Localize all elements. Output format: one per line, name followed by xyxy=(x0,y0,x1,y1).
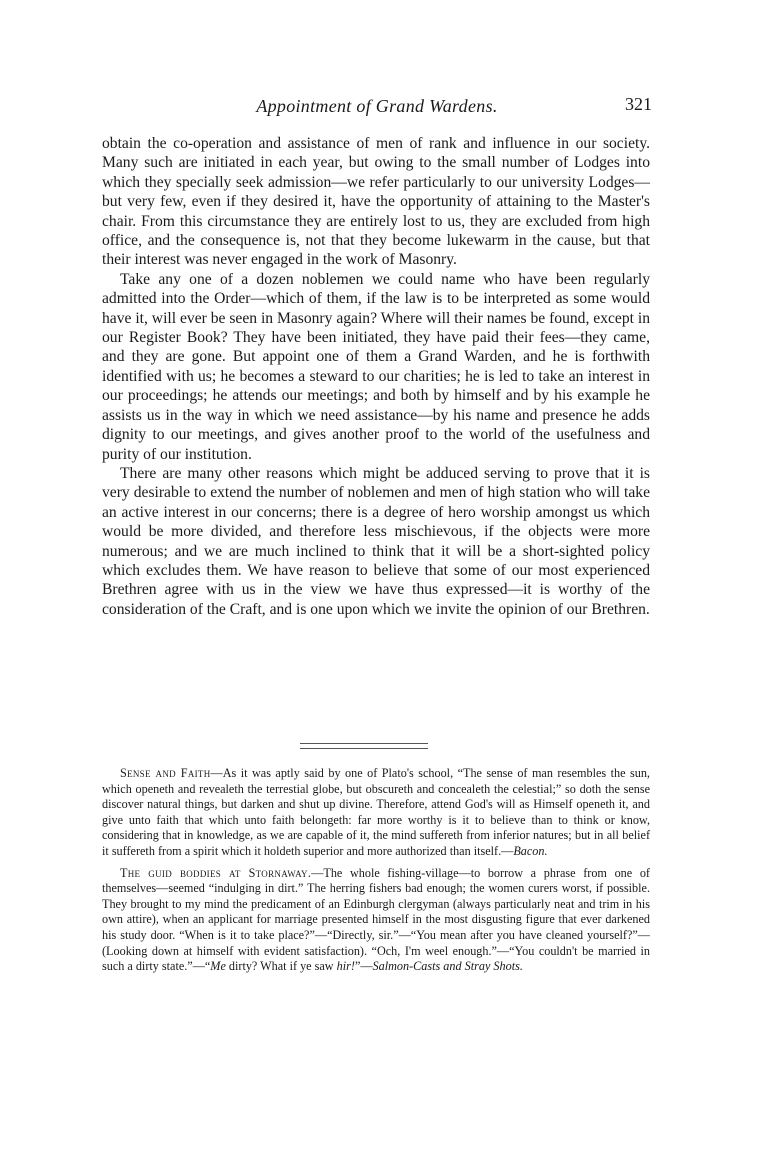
note-2-hir: hir! xyxy=(336,959,355,974)
page-number: 321 xyxy=(625,94,652,114)
note-stornaway xyxy=(102,866,650,975)
note-1-source: Bacon. xyxy=(513,843,548,858)
running-title: Appointment of Grand Wardens. xyxy=(256,96,498,116)
note-2-text-b: dirty? What if ye saw xyxy=(225,959,337,974)
paragraph-1: obtain the co-operation and assistance of men of rank and influence in our society. Many such are initiated in each year, but owing to the small number of Lodges into which they specially seek admission—we refer particularly to our university Lodges—but very few, even if they desired it, have the opportunity of attaining to the Master's chair. From this circumstance they are entirely lost to us, they are excluded from high office, and the consequence is, not that they become lukewarm in the cause, but that their interest was never engaged in the work of Masonry. xyxy=(102,135,650,269)
note-1-text: —As it was aptly said by one of Plato's school, “The sense of man resembles the sun, which openeth and revealeth the terrestial globe, but obscureth and concealeth the celestial;” so doth the sense discover natural things, but darken and shut up divine. Therefore, attend God's will as Himself openeth it, and give unto faith that which unto faith belongeth: far more worthy is it to believe than to think or know, considering that in knowledge, as we are capable of it, the mind suffereth from inferior natures; but in all belief it suffereth from a spirit which it holdeth superior and more authorized than itself.— xyxy=(102,766,650,858)
main-article-text xyxy=(102,134,650,619)
note-2-source: Salmon-Casts and Stray Shots. xyxy=(372,959,523,974)
note-2-me: Me xyxy=(210,959,226,974)
page-header xyxy=(102,96,652,124)
section-divider xyxy=(300,743,428,749)
paragraph-3: There are many other reasons which might be adduced serving to prove that it is very desirable to extend the number of noblemen and men of high station who will take an active interest in our concerns; there is a degree of hero worship amongst us which would be more divided, and therefore less mischievous, if the objects were more numerous; and we are much inclined to think that it will be a short-sighted policy which excludes them. We have reason to believe that some of our most experienced Brethren agree with us in the view we have thus expressed—it is worthy of the consideration of the Craft, and is one upon which we invite the opinion of our Brethren. xyxy=(102,464,650,618)
note-2-text-c: ”— xyxy=(354,959,373,974)
note-1-heading: Sense and Faith xyxy=(120,766,211,780)
note-2-text-a: —The whole fishing-village—to borrow a phrase from one of themselves—seemed “indulging in dirt.” The herring fishers bad enough; the women curers worst, if possible. They brought to my mind the predicament of an Edinburgh clergyman (always particularly neat and trim in his own attire), when an applicant for marriage presented himself in the most disgusting figure that ever darkened his study door. “When is it to take place?”—“Directly, sir.”—“You mean after you have cleaned yourself?”—(Looking down at himself with evident satisfaction). “Och, I'm weel enough.”—“You couldn't be married in such a dirty state.”—“ xyxy=(102,865,650,974)
note-2-heading: The guid boddies at Stornaway. xyxy=(120,865,312,880)
paragraph-2: Take any one of a dozen noblemen we could name who have been regularly admitted into the Order—which of them, if the law is to be interpreted as some would have it, will ever be seen in Masonry again? Where will their names be found, except in our Register Book? They have been initiated, they have paid their fees—they came, and they are gone. But appoint one of them a Grand Warden, and he is forthwith identified with us; he becomes a steward to our charities; he is led to take an interest in our proceedings; he attends our meetings; and both by himself and by his example he assists us in the way in which we need assistance—by his name and presence he adds dignity to our meetings, and gives another proof to the world of the usefulness and purity of our institution. xyxy=(102,270,650,463)
footnotes xyxy=(102,766,650,981)
note-sense-and-faith xyxy=(102,766,650,860)
